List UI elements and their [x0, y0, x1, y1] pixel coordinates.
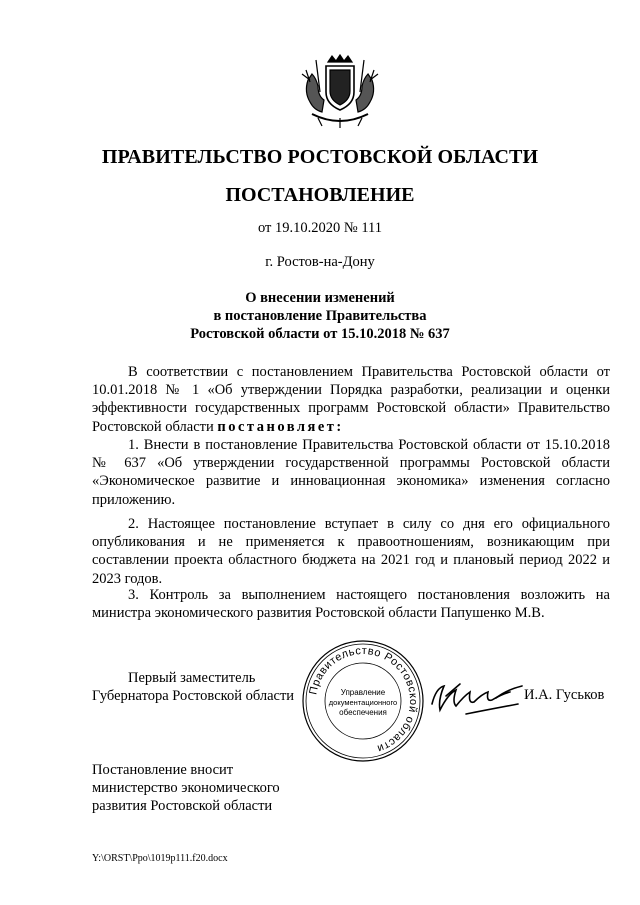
clause-3: 3. Контроль за выполнением настоящего постановления возложить на министра экономического развития Ростовской области Папушенко М.В. — [92, 587, 610, 622]
handwritten-signature-icon — [426, 676, 526, 722]
document-date-number: от 19.10.2020 № 111 — [257, 220, 383, 236]
introduced-line-3: развития Ростовской области — [92, 798, 273, 815]
signatory-position-line-1: Первый заместитель — [128, 670, 256, 686]
preamble-paragraph — [92, 363, 610, 436]
stamp-ring-text: Правительство Ростовской области — [307, 644, 420, 755]
clause-1: 1. Внести в постановление Правительства Ростовской области от 15.10.2018 № 637 «Об утверждении государственной программы Ростовской области «Экономическое развитие и инновационная экономика» изменения согласно приложению. — [92, 437, 610, 508]
stamp-center-line-1: Управление — [340, 688, 386, 697]
coat-of-arms-icon — [298, 52, 382, 134]
stamp-center-line-2: документационного — [328, 698, 398, 707]
signatory-position — [92, 669, 322, 705]
resolves-word: постановляет: — [217, 418, 344, 435]
signatory-position-line-2: Губернатора Ростовской области — [92, 688, 295, 705]
introduced-by — [92, 761, 352, 816]
signatory-name: И.А. Гуськов — [524, 687, 605, 703]
subject-line-1: О внесении изменений — [245, 290, 395, 306]
document-subject — [0, 289, 640, 343]
stamp-center-line-3: обеспечения — [339, 708, 387, 717]
subject-line-3: Ростовской области от 15.10.2018 № 637 — [190, 326, 450, 342]
file-path: Y:\ORST\Ppo\1019p111.f20.docx — [92, 853, 228, 864]
document-type: ПОСТАНОВЛЕНИЕ — [225, 184, 415, 206]
preamble-text: В соответствии с постановлением Правительства Ростовской области от 10.01.2018 № 1 «Об утверждении Порядка разработки, реализации и оценки эффективности государственных программ Ростовской области» Правительство Ростовской области — [92, 364, 610, 435]
introduced-line-2: министерство экономического — [92, 780, 280, 797]
document-city: г. Ростов-на-Дону — [265, 254, 375, 270]
government-name: ПРАВИТЕЛЬСТВО РОСТОВСКОЙ ОБЛАСТИ — [101, 146, 539, 168]
official-stamp — [300, 638, 426, 764]
subject-line-2: в постановление Правительства — [213, 308, 427, 324]
introduced-line-1: Постановление вносит — [92, 762, 234, 778]
clause-2: 2. Настоящее постановление вступает в силу со дня его официального опубликования и не применяется к правоотношениям, возникающим при составлении проекта областного бюджета на 2021 год и плановый период 2022 и 2023 годов. — [92, 516, 610, 587]
